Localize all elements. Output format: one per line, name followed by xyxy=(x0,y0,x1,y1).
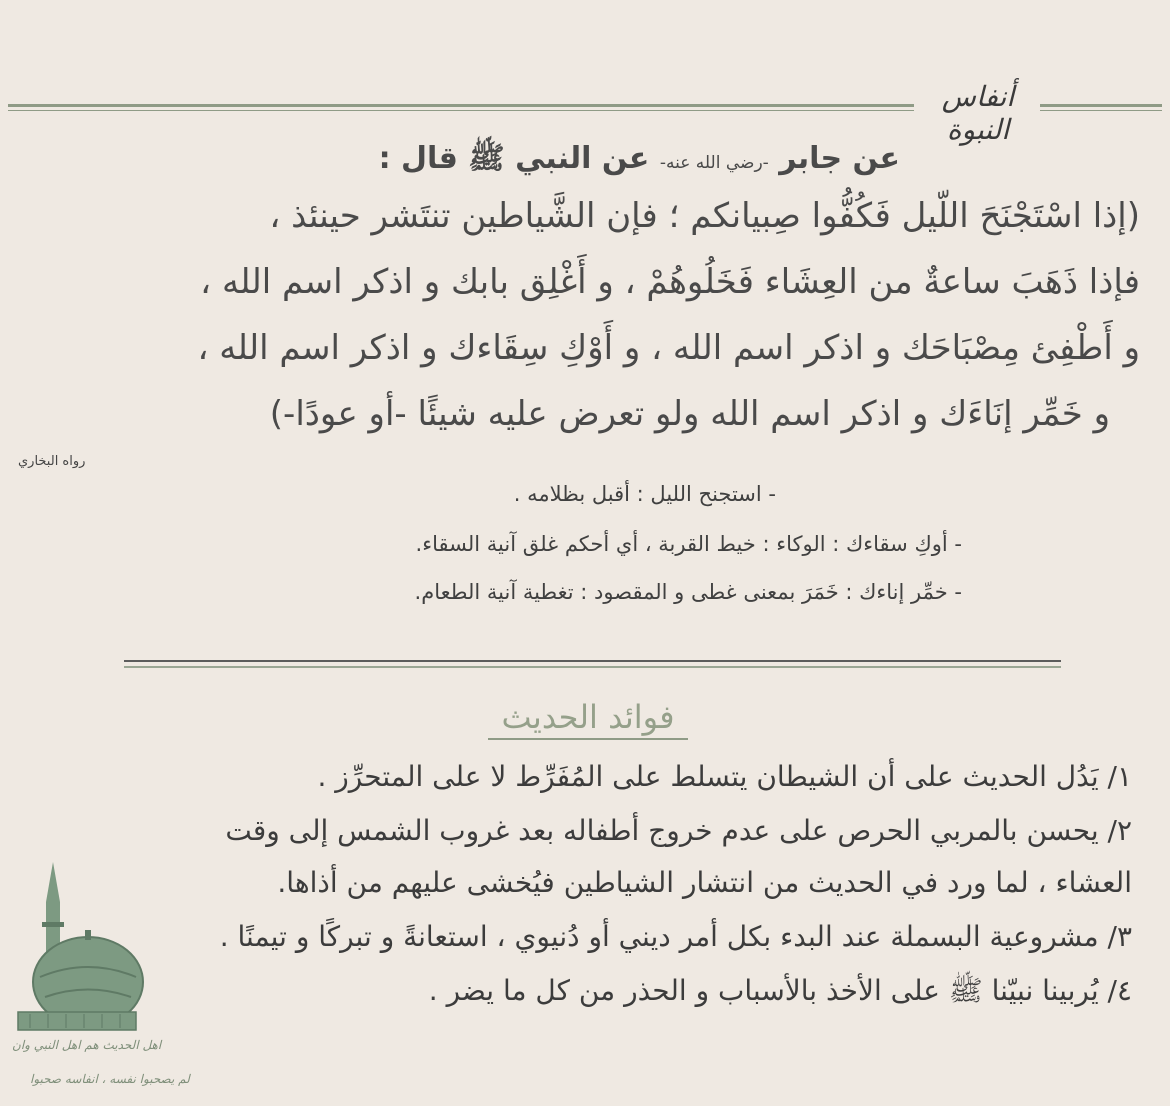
hadith-source: رواه البخاري xyxy=(18,454,86,469)
benefit-line-3: العشاء ، لما ورد في الحديث من انتشار الشياطين فيُخشى عليهم من أذاها. xyxy=(277,866,1132,899)
intro-tail: عن النبي ﷺ قال : xyxy=(378,141,650,176)
hadith-line-4: و خَمِّر إنَاءَك و اذكر اسم الله ولو تعرض عليه شيئًا -أو عودًا-) xyxy=(269,394,1110,434)
benefit-line-1: ١/ يَدُل الحديث على أن الشيطان يتسلط على المُفَرِّط لا على المتحرِّز . xyxy=(317,760,1132,793)
hadith-line-3: و أَطْفِئ مِصْبَاحَك و اذكر اسم الله ، و أَوْكِ سِقَاءك و اذكر اسم الله ، xyxy=(197,328,1140,368)
narrator: عن جابر xyxy=(779,141,900,176)
section-divider xyxy=(124,660,1061,668)
hadith-line-2: فإذا ذَهَبَ ساعةٌ من العِشَاء فَخَلُوهُمْ ، و أَغْلِق بابك و اذكر اسم الله ، xyxy=(200,262,1140,302)
benefit-line-5: ٤/ يُربينا نبيّنا ﷺ على الأخذ بالأسباب و الحذر من كل ما يضر . xyxy=(428,974,1132,1007)
benefit-line-4: ٣/ مشروعية البسملة عند البدء بكل أمر ديني أو دُنيوي ، استعانةً و تبركًا و تيمنًا . xyxy=(219,920,1132,953)
glossary-item-3: - خمِّر إناءك : خَمَرَ بمعنى غطى و المقصود : تغطية آنية الطعام. xyxy=(414,580,962,604)
benefits-title: فوائد الحديث xyxy=(488,698,688,740)
hadith-intro xyxy=(40,140,900,183)
emblem-caption-1: اهل الحديث هم اهل النبي وان xyxy=(12,1038,162,1052)
benefit-line-2: ٢/ يحسن بالمربي الحرص على عدم خروج أطفاله بعد غروب الشمس إلى وقت xyxy=(225,814,1132,847)
hadith-line-1: (إذا اسْتَجْنَحَ اللّيل فَكُفُّوا صِبيانكم ؛ فإن الشَّياطين تنتَشر حينئذ ، xyxy=(269,196,1140,236)
header-rule-left xyxy=(8,104,914,114)
header-rule-right xyxy=(1040,104,1162,114)
page-title: أنفاس النبوة xyxy=(941,80,1015,146)
emblem-caption-2: لم يصحبوا نفسه ، انفاسه صحبوا xyxy=(30,1072,190,1086)
glossary-item-1: - استجنح الليل : أقبل بظلامه . xyxy=(513,482,776,506)
narrator-honorific: -رضي الله عنه- xyxy=(659,153,769,173)
green-dome-icon xyxy=(10,862,210,1102)
glossary-item-2: - أوكِ سقاءك : الوكاء : خيط القربة ، أي أحكم غلق آنية السقاء. xyxy=(415,532,962,556)
